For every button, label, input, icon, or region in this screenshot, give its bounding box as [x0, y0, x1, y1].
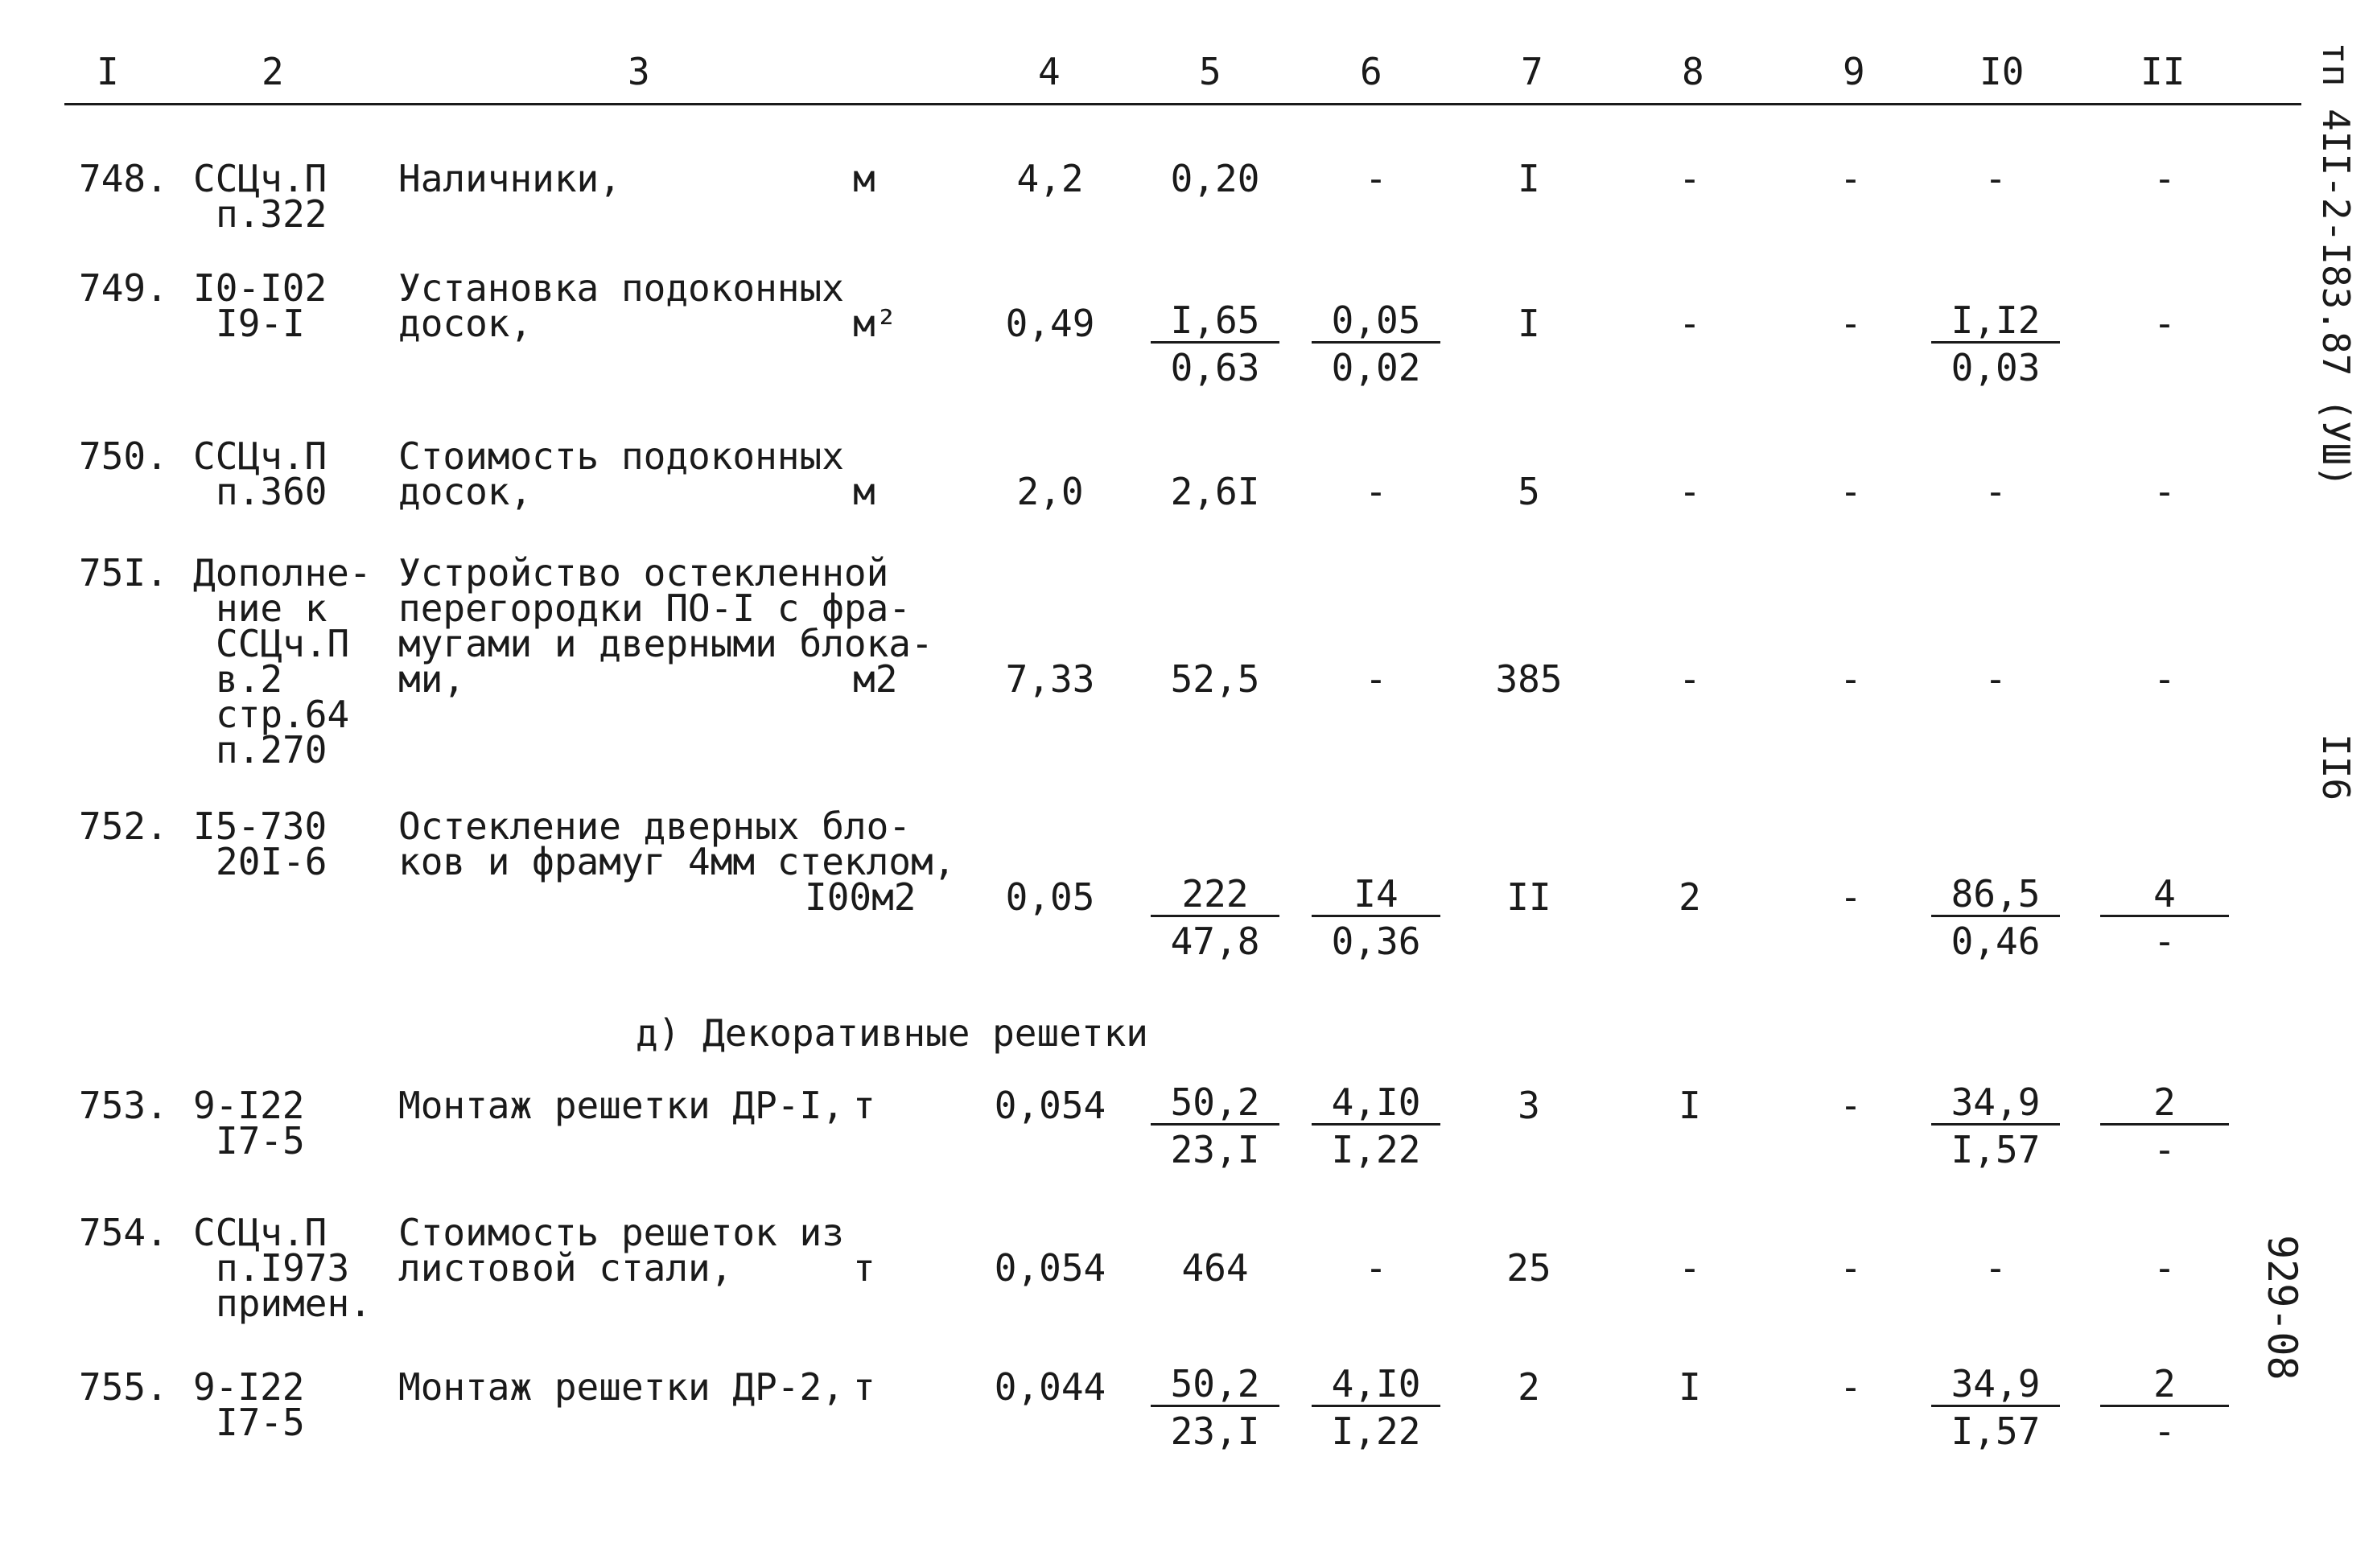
row-c7: II [1506, 875, 1551, 919]
row-c6-fraction [1312, 1363, 1440, 1455]
row-c8: - [1679, 657, 1701, 701]
row-number: 755. [79, 1365, 168, 1409]
row-c6: - [1365, 657, 1387, 701]
row-description-line: листовой стали, [398, 1246, 733, 1290]
row-c5-fraction [1151, 1363, 1279, 1455]
row-unit: м² [853, 302, 898, 345]
fraction-denominator: 23,I [1170, 1128, 1260, 1171]
row-code-line: п.322 [216, 192, 328, 236]
fraction-numerator: 34,9 [1931, 1081, 2060, 1126]
row-unit: т [853, 1084, 875, 1127]
row-c5: 2,6I [1170, 470, 1260, 513]
row-c6: - [1365, 470, 1387, 513]
fraction-numerator: 34,9 [1931, 1363, 2060, 1407]
row-code-line: стр.64 [216, 693, 350, 736]
row-code-line: ССЦч.П [193, 1211, 328, 1254]
row-c9: - [1839, 1246, 1862, 1290]
fraction-denominator: 47,8 [1170, 920, 1260, 963]
row-c4: 0,49 [1005, 302, 1095, 345]
row-c11: - [2153, 1246, 2176, 1290]
row-description-line: ков и фрамуг 4мм стеклом, [398, 840, 956, 883]
row-c9: - [1839, 1365, 1862, 1409]
row-code-line: I5-730 [193, 805, 328, 848]
row-number: 753. [79, 1084, 168, 1127]
row-description-line: Устройство остекленной [398, 551, 889, 595]
col-header-2: 2 [262, 50, 284, 93]
row-c7: 2 [1518, 1365, 1540, 1409]
fraction-numerator: 4,I0 [1312, 1363, 1440, 1407]
row-description-line: мугами и дверными блока- [398, 622, 933, 665]
row-description-line: ми, [398, 657, 466, 701]
row-c11-fraction [2100, 1081, 2229, 1174]
fraction-numerator: 2 [2100, 1363, 2229, 1407]
row-code-line: ние к [216, 586, 328, 630]
fraction-numerator: I4 [1312, 873, 1440, 917]
row-c10-fraction [1931, 873, 2060, 965]
row-c11-fraction [2100, 873, 2229, 965]
fraction-denominator: - [2153, 1410, 2176, 1453]
row-description-line: Монтаж решетки ДР-2, [398, 1365, 844, 1409]
row-description-line: Монтаж решетки ДР-I, [398, 1084, 844, 1127]
col-header-7: 7 [1521, 50, 1543, 93]
row-c9: - [1839, 657, 1862, 701]
fraction-denominator: I,22 [1331, 1410, 1421, 1453]
col-header-9: 9 [1843, 50, 1865, 93]
row-c4: 0,054 [994, 1246, 1106, 1290]
row-code-line: I9-I [216, 302, 305, 345]
fraction-denominator: 0,36 [1331, 920, 1421, 963]
fraction-numerator: 0,05 [1312, 299, 1440, 344]
fraction-denominator: I,57 [1951, 1128, 2041, 1171]
col-header-5: 5 [1199, 50, 1221, 93]
fraction-denominator: 0,63 [1170, 346, 1260, 389]
row-description-line: Установка подоконных [398, 266, 844, 310]
col-header-3: 3 [628, 50, 650, 93]
fraction-denominator: 0,03 [1951, 346, 2041, 389]
row-number: 750. [79, 434, 168, 478]
row-code-line: п.I973 [216, 1246, 350, 1290]
section-title: д) Декоративные решетки [636, 1011, 1148, 1055]
row-c10-fraction [1931, 299, 2060, 392]
row-c7: 25 [1506, 1246, 1551, 1290]
fraction-denominator: I,57 [1951, 1410, 2041, 1453]
row-c11: - [2153, 302, 2176, 345]
row-c5-fraction [1151, 873, 1279, 965]
row-c9: - [1839, 157, 1862, 200]
row-c8: I [1679, 1365, 1701, 1409]
row-number: 754. [79, 1211, 168, 1254]
row-code-line: I7-5 [216, 1119, 305, 1163]
col-header-8: 8 [1682, 50, 1704, 93]
row-c4: 2,0 [1016, 470, 1084, 513]
row-number: 749. [79, 266, 168, 310]
row-c10-fraction [1931, 1081, 2060, 1174]
row-c9: - [1839, 470, 1862, 513]
row-c11-fraction [2100, 1363, 2229, 1455]
row-c8: I [1679, 1084, 1701, 1127]
fraction-denominator: 0,02 [1331, 346, 1421, 389]
fraction-denominator: I,22 [1331, 1128, 1421, 1171]
row-code-line: примен. [216, 1282, 372, 1325]
row-code-line: I0-I02 [193, 266, 328, 310]
fraction-numerator: 50,2 [1151, 1363, 1279, 1407]
row-c9: - [1839, 1084, 1862, 1127]
doc-code: тп 4II-2-I83.87 (УШ) [2314, 42, 2358, 488]
row-code-line: Дополне- [193, 551, 372, 595]
row-c5: 464 [1181, 1246, 1249, 1290]
row-c9: - [1839, 302, 1862, 345]
row-c7: 385 [1495, 657, 1563, 701]
row-c10: - [1984, 657, 2007, 701]
row-c8: - [1679, 157, 1701, 200]
row-c10: - [1984, 1246, 2007, 1290]
row-c10-fraction [1931, 1363, 2060, 1455]
fraction-numerator: 4 [2100, 873, 2229, 917]
fraction-denominator: - [2153, 1128, 2176, 1171]
header-rule [64, 103, 2301, 105]
row-c4: 0,05 [1005, 875, 1095, 919]
row-description-line: перегородки ПО-I с фра- [398, 586, 911, 630]
row-c7: I [1518, 157, 1540, 200]
row-description-line: Остекление дверных бло- [398, 805, 911, 848]
row-c8: - [1679, 470, 1701, 513]
row-c10: - [1984, 157, 2007, 200]
row-unit: м [853, 470, 875, 513]
fraction-numerator: I,I2 [1931, 299, 2060, 344]
col-header-10: I0 [1979, 50, 2025, 93]
col-header-1: I [97, 50, 119, 93]
row-code-line: ССЦч.П [193, 157, 328, 200]
row-c11: - [2153, 157, 2176, 200]
row-c6: - [1365, 1246, 1387, 1290]
row-c4: 0,054 [994, 1084, 1106, 1127]
row-code-line: п.360 [216, 470, 328, 513]
row-unit: м2 [853, 657, 898, 701]
row-number: 75I. [79, 551, 168, 595]
row-c4: 0,044 [994, 1365, 1106, 1409]
row-c5: 0,20 [1170, 157, 1260, 200]
page-number: II6 [2314, 734, 2358, 801]
row-description-line: Стоимость подоконных [398, 434, 844, 478]
row-c8: - [1679, 1246, 1701, 1290]
row-code-line: I7-5 [216, 1401, 305, 1444]
fraction-denominator: - [2153, 920, 2176, 963]
col-header-4: 4 [1038, 50, 1061, 93]
row-c6-fraction [1312, 1081, 1440, 1174]
row-c11: - [2153, 470, 2176, 513]
row-code-line: ССЦч.П [216, 622, 350, 665]
row-code-line: в.2 [216, 657, 283, 701]
fraction-numerator: I,65 [1151, 299, 1279, 344]
row-unit: I00м2 [805, 875, 917, 919]
row-code-line: п.270 [216, 728, 328, 772]
col-header-6: 6 [1360, 50, 1382, 93]
row-c7: 5 [1518, 470, 1540, 513]
fraction-numerator: 222 [1151, 873, 1279, 917]
row-c7: I [1518, 302, 1540, 345]
row-c5-fraction [1151, 1081, 1279, 1174]
row-c6-fraction [1312, 299, 1440, 392]
row-description-line: Стоимость решеток из [398, 1211, 844, 1254]
row-c5-fraction [1151, 299, 1279, 392]
row-c6-fraction [1312, 873, 1440, 965]
row-c9: - [1839, 875, 1862, 919]
row-code-line: 9-I22 [193, 1365, 305, 1409]
stamp-number: 929-08 [2259, 1235, 2305, 1381]
row-code-line: 9-I22 [193, 1084, 305, 1127]
fraction-numerator: 50,2 [1151, 1081, 1279, 1126]
row-c5: 52,5 [1170, 657, 1260, 701]
row-code-line: 20I-6 [216, 840, 328, 883]
row-description-line: Наличники, [398, 157, 621, 200]
row-description-line: досок, [398, 302, 533, 345]
row-unit: т [853, 1365, 875, 1409]
fraction-denominator: 23,I [1170, 1410, 1260, 1453]
row-c7: 3 [1518, 1084, 1540, 1127]
row-c11: - [2153, 657, 2176, 701]
col-header-11: II [2140, 50, 2185, 93]
row-c10: - [1984, 470, 2007, 513]
row-c4: 4,2 [1016, 157, 1084, 200]
row-unit: т [853, 1246, 875, 1290]
row-unit: м [853, 157, 875, 200]
row-c6: - [1365, 157, 1387, 200]
fraction-denominator: 0,46 [1951, 920, 2041, 963]
fraction-numerator: 2 [2100, 1081, 2229, 1126]
row-number: 748. [79, 157, 168, 200]
fraction-numerator: 86,5 [1931, 873, 2060, 917]
row-c4: 7,33 [1005, 657, 1095, 701]
row-description-line: досок, [398, 470, 533, 513]
row-c8: 2 [1679, 875, 1701, 919]
fraction-numerator: 4,I0 [1312, 1081, 1440, 1126]
row-c8: - [1679, 302, 1701, 345]
row-number: 752. [79, 805, 168, 848]
row-code-line: ССЦч.П [193, 434, 328, 478]
